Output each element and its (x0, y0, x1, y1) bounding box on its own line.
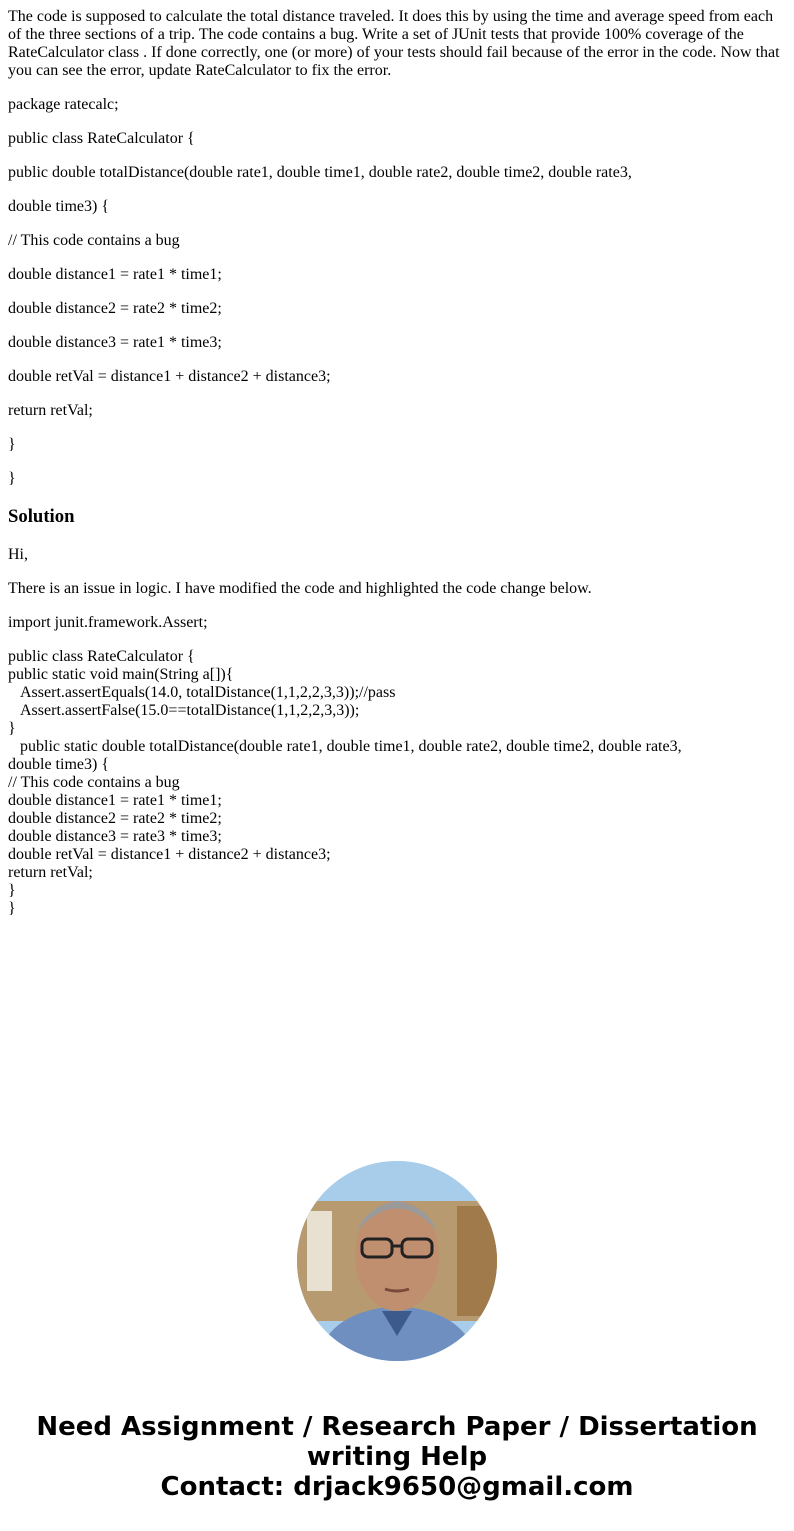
code-line: package ratecalc; (8, 96, 119, 113)
code-line: double distance1 = rate1 * time1; (8, 266, 222, 283)
solution-heading: Solution (8, 506, 75, 527)
code-line: } (8, 470, 16, 487)
code-line: // This code contains a bug (8, 232, 180, 249)
code-line: double time3) { (8, 198, 109, 215)
code-line: return retVal; (8, 402, 93, 419)
footer-help-text: Need Assignment / Research Paper / Dissertation writing Help (36, 1412, 758, 1472)
code-line: double distance2 = rate2 * time2; (8, 300, 222, 317)
person-portrait-icon (297, 1161, 497, 1361)
solution-note: There is an issue in logic. I have modified the code and highlighted the code change below. (8, 580, 592, 597)
document-body (0, 8, 794, 918)
code-line: double retVal = distance1 + distance2 + distance3; (8, 368, 331, 385)
code-line: double distance3 = rate1 * time3; (8, 334, 222, 351)
greeting: Hi, (8, 546, 28, 563)
code-line: public class RateCalculator { (8, 130, 195, 147)
code-line: } (8, 436, 16, 453)
import-line: import junit.framework.Assert; (8, 614, 208, 631)
author-photo (297, 1161, 497, 1361)
footer-contact: Contact: drjack9650@gmail.com (160, 1472, 634, 1502)
question-intro: The code is supposed to calculate the total distance traveled. It does this by using the time and average speed from each of the three sections of a trip. The code contains a bug. Write a set of JUnit tests that provide 100% coverage of the RateCalculator class . If done correctly, one (or more) of your tests should fail because of the error in the code. Now that you can see the error, update RateCalculator to fix the error. (8, 8, 780, 79)
code-line: public double totalDistance(double rate1, double time1, double rate2, double time2, double rate3, (8, 164, 632, 181)
solution-code: public class RateCalculator { public static void main(String a[]){ Assert.assertEquals(14.0, totalDistance(1,1,2,2,3,3));//pass Assert.assertFalse(15.0==totalDistance(1,1,2,2,3,3)); } public static double totalDistance(double rate1, double time1, double rate2, double time2, double rate3, double time3) { // This code contains a bug double distance1 = rate1 * time1; double distance2 = rate2 * time2; double distance3 = rate3 * time3; double retVal = distance1 + distance2 + distance3; return retVal; } } (8, 648, 682, 917)
footer-banner (0, 1412, 794, 1502)
